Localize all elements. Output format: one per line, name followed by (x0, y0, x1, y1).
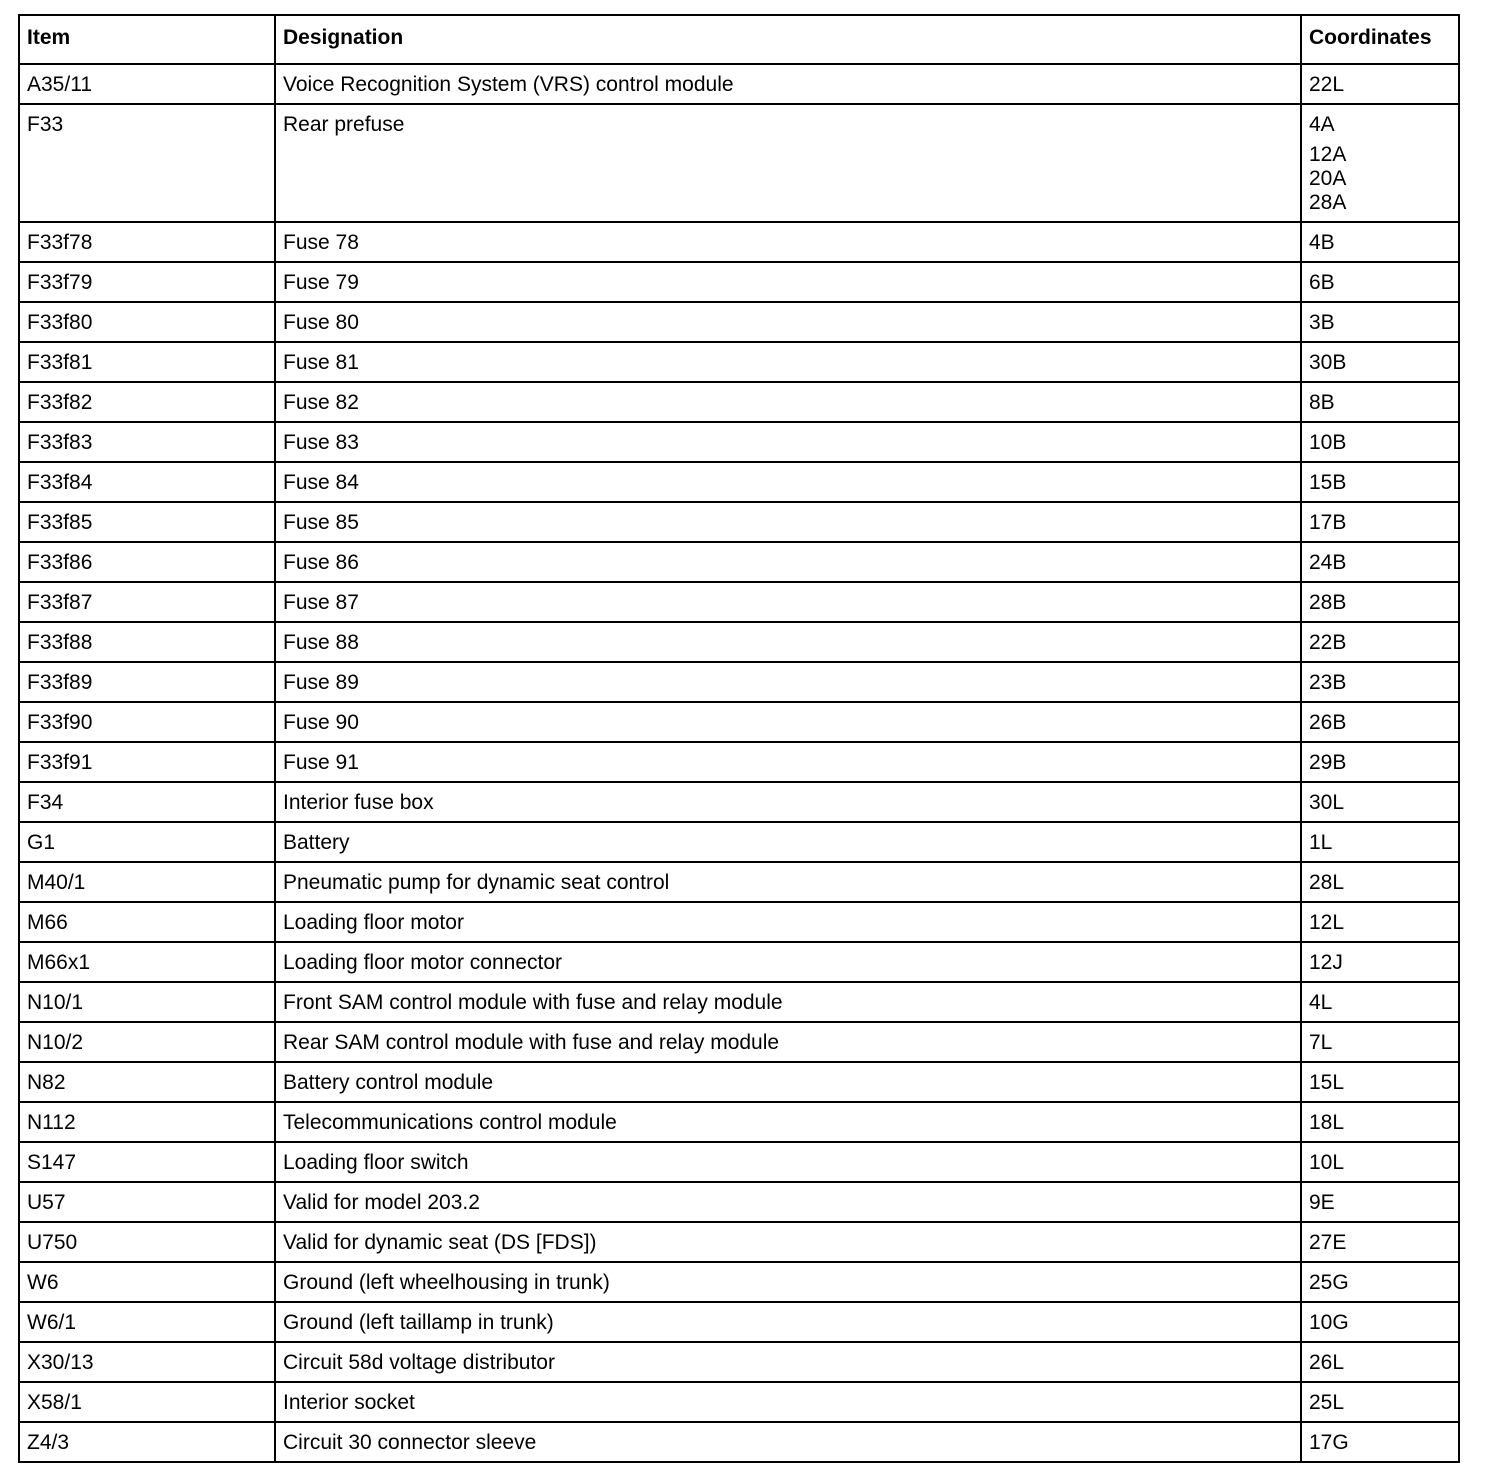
table-row (19, 1382, 1459, 1422)
cell-designation: Fuse 78 (275, 222, 1301, 262)
table-row (19, 422, 1459, 462)
cell-item: N10/1 (19, 982, 275, 1022)
coordinate-value: 28B (1309, 591, 1347, 614)
coordinate-value: 17B (1309, 511, 1347, 534)
cell-item: N10/2 (19, 1022, 275, 1062)
cell-coordinates (1301, 1062, 1459, 1102)
coordinate-value: 4B (1309, 231, 1335, 254)
coordinate-value: 10L (1309, 1151, 1345, 1174)
coordinate-value: 29B (1309, 751, 1347, 774)
cell-designation: Battery control module (275, 1062, 1301, 1102)
coordinate-value: 28L (1309, 871, 1345, 894)
header-coordinates: Coordinates (1301, 15, 1459, 64)
component-legend-table (18, 14, 1460, 1463)
table-row (19, 582, 1459, 622)
component-legend-sheet (18, 14, 1458, 1463)
table-row (19, 262, 1459, 302)
cell-designation: Fuse 83 (275, 422, 1301, 462)
coordinate-value: 12J (1309, 951, 1343, 974)
cell-coordinates (1301, 862, 1459, 902)
coordinate-value: 17G (1309, 1431, 1349, 1454)
cell-coordinates (1301, 1022, 1459, 1062)
cell-coordinates (1301, 742, 1459, 782)
cell-item: X58/1 (19, 1382, 275, 1422)
cell-coordinates (1301, 1422, 1459, 1462)
cell-designation: Rear prefuse (275, 104, 1301, 222)
coordinate-value: 28A (1309, 191, 1347, 214)
cell-coordinates (1301, 982, 1459, 1022)
cell-coordinates (1301, 1302, 1459, 1342)
table-body (19, 64, 1459, 1462)
coordinate-value: 24B (1309, 551, 1347, 574)
coordinate-value: 12L (1309, 911, 1345, 934)
coordinate-value: 30B (1309, 351, 1347, 374)
coordinate-value: 25L (1309, 1391, 1345, 1414)
cell-item: Z4/3 (19, 1422, 275, 1462)
cell-designation: Fuse 91 (275, 742, 1301, 782)
coordinate-value: 25G (1309, 1271, 1349, 1294)
cell-item: F33f86 (19, 542, 275, 582)
cell-coordinates (1301, 1102, 1459, 1142)
cell-designation: Fuse 84 (275, 462, 1301, 502)
cell-coordinates (1301, 1182, 1459, 1222)
coordinate-value: 26L (1309, 1351, 1345, 1374)
cell-designation: Valid for model 203.2 (275, 1182, 1301, 1222)
cell-coordinates (1301, 822, 1459, 862)
cell-item: M40/1 (19, 862, 275, 902)
cell-item: W6/1 (19, 1302, 275, 1342)
cell-designation: Fuse 88 (275, 622, 1301, 662)
cell-item: F33f80 (19, 302, 275, 342)
cell-coordinates (1301, 222, 1459, 262)
header-item: Item (19, 15, 275, 64)
table-row (19, 622, 1459, 662)
cell-designation: Pneumatic pump for dynamic seat control (275, 862, 1301, 902)
coordinate-value: 20A (1309, 167, 1347, 190)
table-row (19, 982, 1459, 1022)
cell-coordinates (1301, 902, 1459, 942)
cell-coordinates (1301, 302, 1459, 342)
cell-designation: Ground (left taillamp in trunk) (275, 1302, 1301, 1342)
cell-item: U750 (19, 1222, 275, 1262)
table-row (19, 662, 1459, 702)
cell-designation: Loading floor switch (275, 1142, 1301, 1182)
cell-item: F33f79 (19, 262, 275, 302)
table-row (19, 104, 1459, 222)
coordinate-value: 22B (1309, 631, 1347, 654)
cell-coordinates (1301, 342, 1459, 382)
table-row (19, 702, 1459, 742)
coordinate-value: 3B (1309, 311, 1335, 334)
cell-item: M66x1 (19, 942, 275, 982)
cell-designation: Fuse 79 (275, 262, 1301, 302)
cell-designation: Front SAM control module with fuse and relay module (275, 982, 1301, 1022)
cell-item: G1 (19, 822, 275, 862)
cell-item: W6 (19, 1262, 275, 1302)
cell-coordinates (1301, 542, 1459, 582)
coordinate-value: 6B (1309, 271, 1335, 294)
coordinate-value: 7L (1309, 1031, 1333, 1054)
cell-designation: Fuse 85 (275, 502, 1301, 542)
table-row (19, 462, 1459, 502)
coordinate-value: 9E (1309, 1191, 1335, 1214)
cell-coordinates (1301, 1262, 1459, 1302)
cell-coordinates (1301, 1222, 1459, 1262)
cell-designation: Battery (275, 822, 1301, 862)
cell-designation: Valid for dynamic seat (DS [FDS]) (275, 1222, 1301, 1262)
cell-item: F33f82 (19, 382, 275, 422)
table-row (19, 542, 1459, 582)
cell-designation: Fuse 86 (275, 542, 1301, 582)
cell-item: F33f91 (19, 742, 275, 782)
cell-item: F33f84 (19, 462, 275, 502)
cell-coordinates (1301, 702, 1459, 742)
cell-coordinates (1301, 422, 1459, 462)
cell-coordinates (1301, 382, 1459, 422)
cell-designation: Loading floor motor (275, 902, 1301, 942)
header-designation: Designation (275, 15, 1301, 64)
coordinate-value: 18L (1309, 1111, 1345, 1134)
table-row (19, 1302, 1459, 1342)
table-row (19, 902, 1459, 942)
cell-item: U57 (19, 1182, 275, 1222)
cell-designation: Fuse 80 (275, 302, 1301, 342)
coordinate-value: 15L (1309, 1071, 1345, 1094)
cell-coordinates (1301, 462, 1459, 502)
table-row (19, 382, 1459, 422)
table-row (19, 1062, 1459, 1102)
cell-item: F33f90 (19, 702, 275, 742)
cell-designation: Loading floor motor connector (275, 942, 1301, 982)
cell-designation: Fuse 81 (275, 342, 1301, 382)
cell-coordinates (1301, 262, 1459, 302)
table-row (19, 742, 1459, 782)
table-row (19, 1022, 1459, 1062)
cell-item: F33f89 (19, 662, 275, 702)
cell-designation: Voice Recognition System (VRS) control module (275, 64, 1301, 104)
cell-coordinates (1301, 1382, 1459, 1422)
cell-item: F33f81 (19, 342, 275, 382)
cell-designation: Rear SAM control module with fuse and relay module (275, 1022, 1301, 1062)
coordinate-value: 23B (1309, 671, 1347, 694)
coordinate-value: 10G (1309, 1311, 1349, 1334)
cell-designation: Telecommunications control module (275, 1102, 1301, 1142)
table-row (19, 1142, 1459, 1182)
cell-coordinates (1301, 1142, 1459, 1182)
cell-item: X30/13 (19, 1342, 275, 1382)
table-row (19, 1102, 1459, 1142)
coordinate-value: 30L (1309, 791, 1345, 814)
coordinate-value: 22L (1309, 73, 1345, 96)
cell-item: F34 (19, 782, 275, 822)
cell-item: N82 (19, 1062, 275, 1102)
coordinate-value: 12A (1309, 143, 1347, 166)
table-row (19, 862, 1459, 902)
cell-item: F33 (19, 104, 275, 222)
header-row (19, 15, 1459, 64)
coordinate-value: 10B (1309, 431, 1347, 454)
table-row (19, 1342, 1459, 1382)
table-row (19, 1262, 1459, 1302)
table-row (19, 822, 1459, 862)
table-row (19, 302, 1459, 342)
cell-designation: Circuit 30 connector sleeve (275, 1422, 1301, 1462)
cell-item: F33f78 (19, 222, 275, 262)
cell-item: S147 (19, 1142, 275, 1182)
table-row (19, 1182, 1459, 1222)
cell-item: F33f87 (19, 582, 275, 622)
cell-item: F33f83 (19, 422, 275, 462)
coordinate-value: 4A (1309, 113, 1335, 136)
coordinate-value: 8B (1309, 391, 1335, 414)
cell-item: F33f88 (19, 622, 275, 662)
cell-coordinates (1301, 582, 1459, 622)
cell-coordinates (1301, 1342, 1459, 1382)
cell-coordinates (1301, 64, 1459, 104)
coordinate-value: 27E (1309, 1231, 1347, 1254)
table-row (19, 64, 1459, 104)
cell-coordinates (1301, 942, 1459, 982)
cell-designation: Fuse 89 (275, 662, 1301, 702)
table-row (19, 502, 1459, 542)
cell-designation: Circuit 58d voltage distributor (275, 1342, 1301, 1382)
table-row (19, 1222, 1459, 1262)
table-row (19, 942, 1459, 982)
cell-item: A35/11 (19, 64, 275, 104)
table-row (19, 342, 1459, 382)
cell-designation: Fuse 87 (275, 582, 1301, 622)
cell-designation: Fuse 90 (275, 702, 1301, 742)
coordinate-value: 4L (1309, 991, 1333, 1014)
table-header (19, 15, 1459, 64)
cell-coordinates (1301, 622, 1459, 662)
coordinate-value: 26B (1309, 711, 1347, 734)
cell-item: N112 (19, 1102, 275, 1142)
coordinate-value: 15B (1309, 471, 1347, 494)
cell-coordinates (1301, 502, 1459, 542)
cell-item: M66 (19, 902, 275, 942)
cell-coordinates (1301, 782, 1459, 822)
cell-item: F33f85 (19, 502, 275, 542)
cell-coordinates (1301, 104, 1459, 222)
table-row (19, 1422, 1459, 1462)
cell-coordinates (1301, 662, 1459, 702)
table-row (19, 222, 1459, 262)
table-row (19, 782, 1459, 822)
cell-designation: Fuse 82 (275, 382, 1301, 422)
cell-designation: Ground (left wheelhousing in trunk) (275, 1262, 1301, 1302)
cell-designation: Interior socket (275, 1382, 1301, 1422)
cell-designation: Interior fuse box (275, 782, 1301, 822)
coordinate-value: 1L (1309, 831, 1333, 854)
